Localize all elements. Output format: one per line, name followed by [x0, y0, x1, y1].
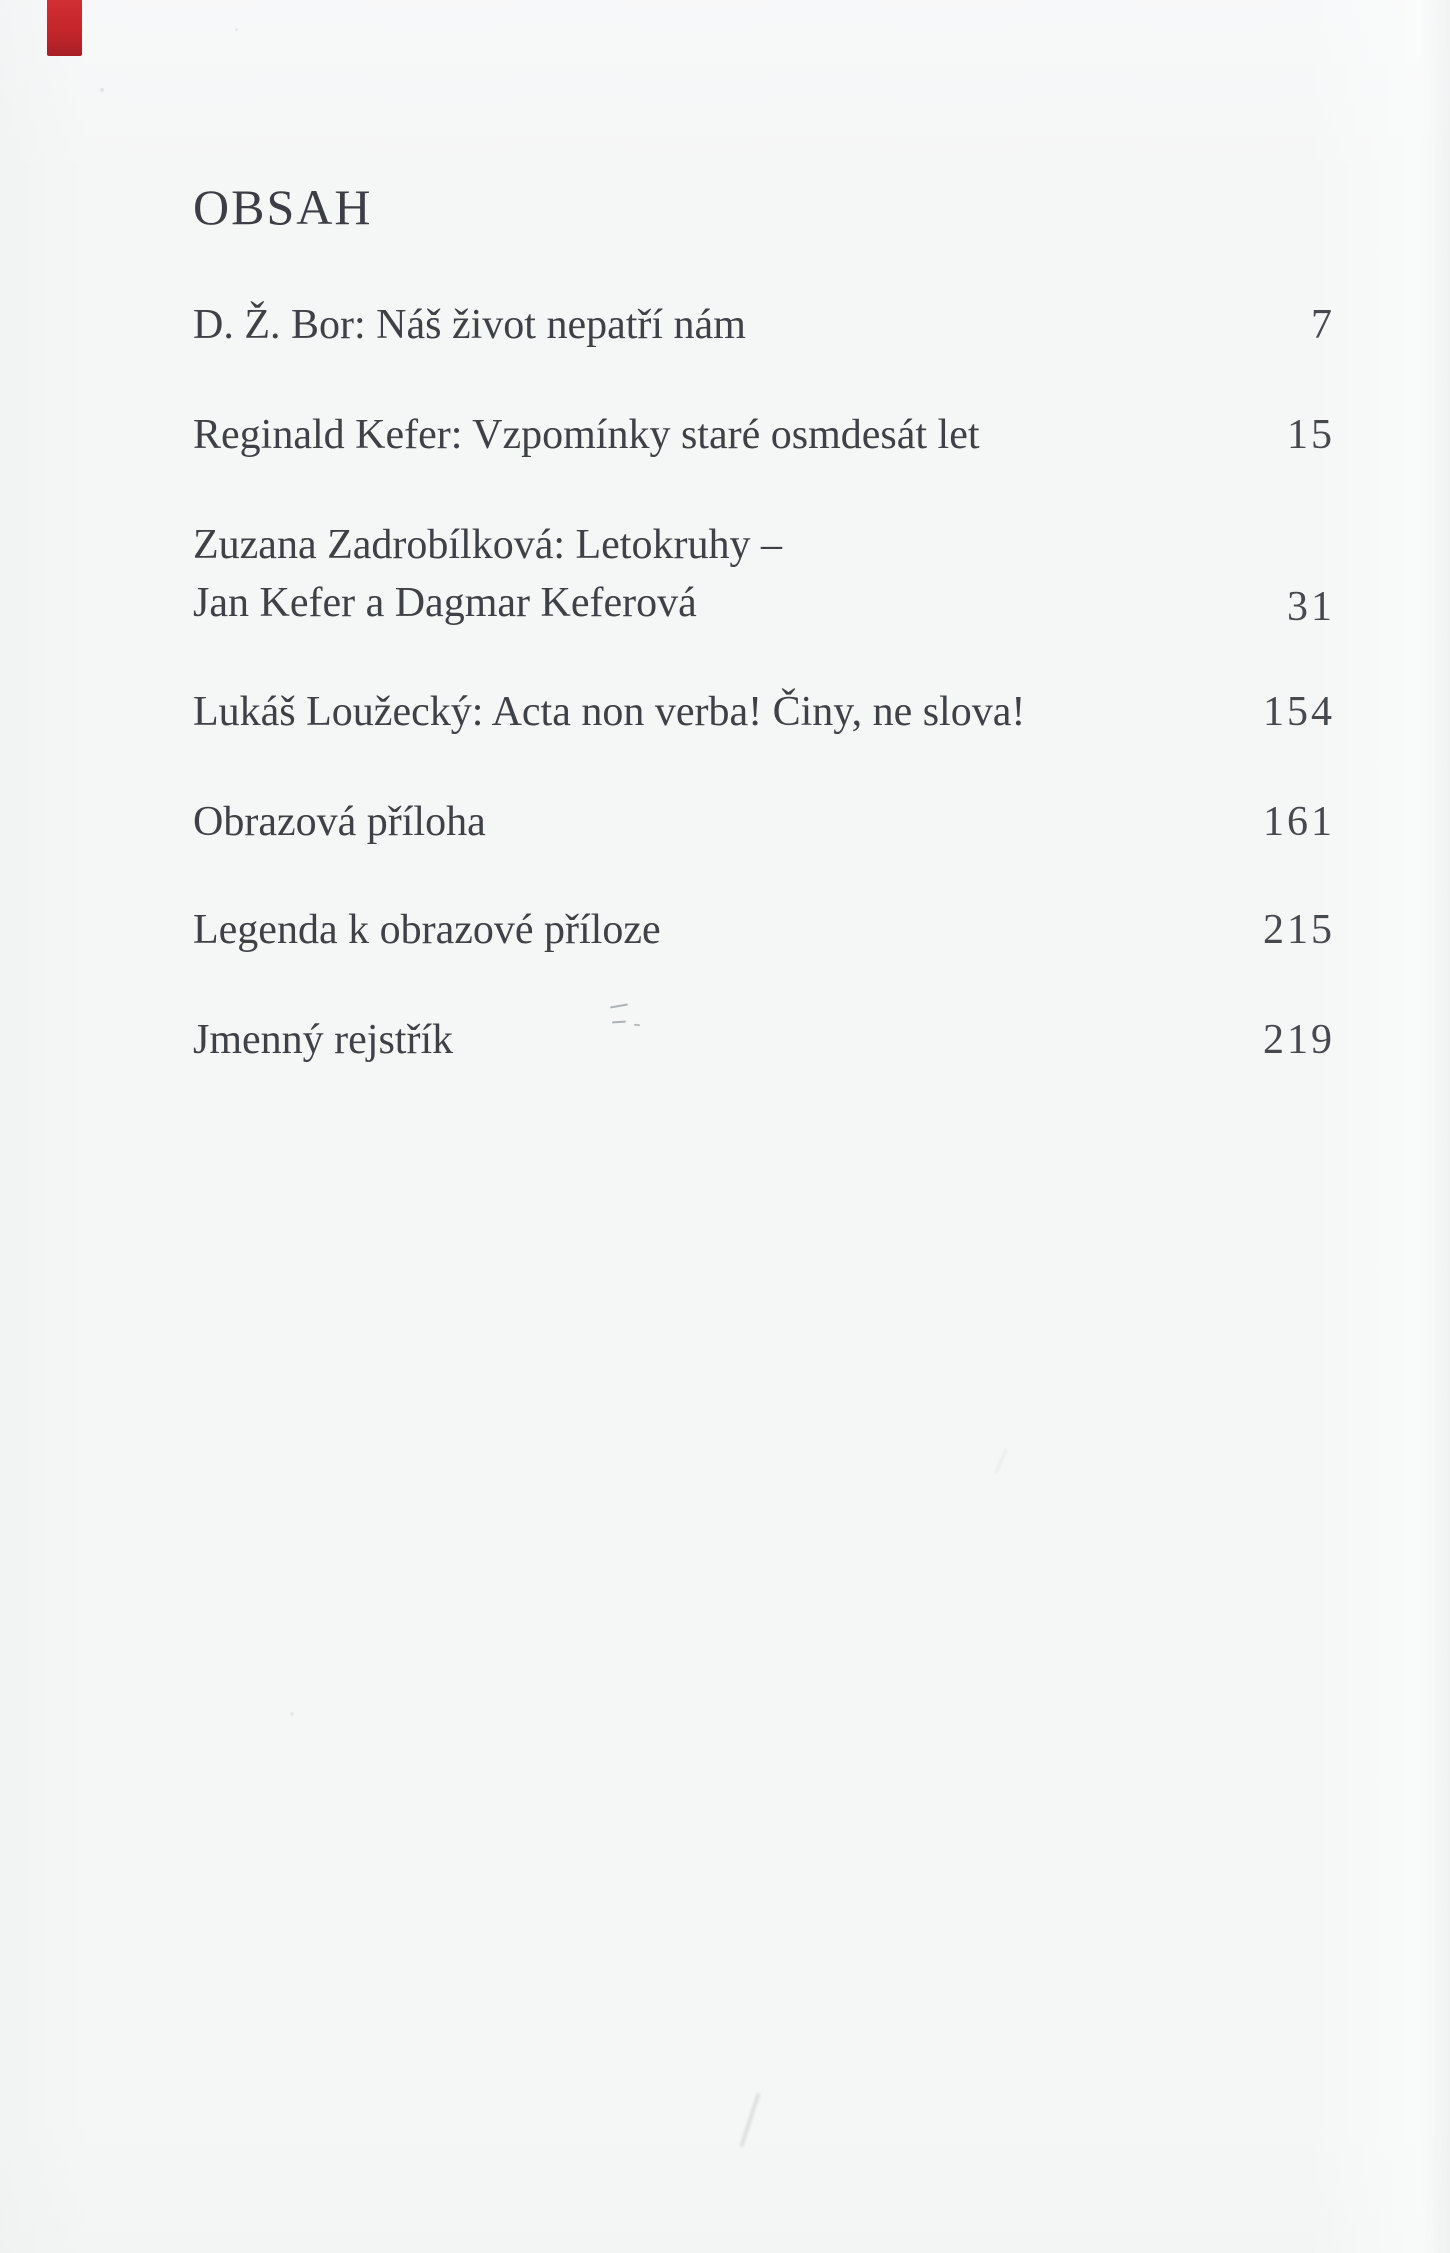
toc-entry-page-number: 7	[1311, 302, 1335, 348]
toc-entry-label: Legenda k obrazové příloze	[193, 907, 661, 953]
pencil-mark-artifact	[634, 1024, 640, 1026]
toc-entry	[193, 905, 1335, 955]
scan-speck-artifact	[290, 1712, 294, 1716]
smudge-artifact	[739, 2093, 760, 2147]
toc-entry-page-number: 31	[1287, 584, 1335, 630]
toc-entry-page-number: 154	[1263, 689, 1335, 735]
toc-entry-label	[193, 516, 782, 632]
toc-entry-label-line: Jan Kefer a Dagmar Keferová	[193, 580, 697, 626]
toc-entry-page-number: 219	[1263, 1017, 1335, 1063]
toc-entry-page-number: 15	[1287, 412, 1335, 458]
toc-entry	[193, 410, 1335, 460]
page-title: OBSAH	[193, 179, 373, 235]
toc-entry-label: Lukáš Loužecký: Acta non verba! Činy, ne slova!	[193, 689, 1026, 735]
pencil-mark-artifact	[610, 1003, 628, 1008]
toc-entry-label: Reginald Kefer: Vzpomínky staré osmdesát let	[193, 412, 980, 458]
toc-entry	[193, 300, 1335, 350]
toc-entry-label: D. Ž. Bor: Náš život nepatří nám	[193, 302, 746, 348]
toc-entry-label: Obrazová příloha	[193, 799, 486, 845]
scan-speck-artifact	[100, 88, 104, 92]
red-bookmark-artifact	[47, 0, 82, 56]
toc-entry	[193, 687, 1335, 737]
toc-entry	[193, 516, 1335, 632]
toc-entry-page-number: 161	[1263, 799, 1335, 845]
smudge-artifact	[995, 1449, 1008, 1473]
toc-entry-page-number: 215	[1263, 907, 1335, 953]
toc-entry	[193, 1015, 1335, 1065]
toc-entry-label: Jmenný rejstřík	[193, 1017, 454, 1063]
toc-entry-label-line: Zuzana Zadrobílková: Letokruhy –	[193, 522, 782, 568]
toc-entry	[193, 797, 1335, 847]
scan-speck-artifact	[235, 28, 238, 31]
